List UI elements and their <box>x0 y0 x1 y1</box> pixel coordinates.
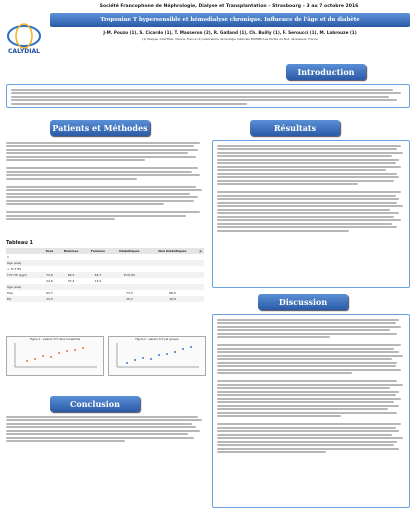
introduction-text <box>6 84 410 108</box>
figure-1 <box>6 336 104 376</box>
logo-text: CALYDIAL <box>8 48 40 55</box>
table-cell: 13,3 <box>46 297 53 301</box>
table-cell: P=0,05 <box>123 273 135 277</box>
conclusion-text <box>6 414 204 506</box>
affiliations: (1) Dialyse, CALYDIAL, Vienne, France (2) Laboratoire de biologie médicale BIOMED Les Portes du Sud, Vénissieux, France <box>142 37 318 41</box>
table-cell <box>85 296 111 302</box>
figure-2-chart <box>109 341 203 371</box>
table-cell: Âge (ans) <box>7 261 22 265</box>
table-header-cell: Diabétiques <box>119 249 140 253</box>
table-cell: 15,2 <box>126 297 133 301</box>
table-cell: > TnT HS <box>7 267 22 271</box>
calydial-logo <box>4 22 44 56</box>
section-patients-methods: Patients et Méthodes <box>50 120 150 136</box>
table-cell <box>197 296 204 302</box>
poster-title: Troponine T hypersensible et hémodialyse chronique. Influence de l'âge et du diabète <box>50 13 410 27</box>
section-discussion: Discussion <box>258 294 348 310</box>
table-cell: Moy <box>7 291 14 295</box>
discussion-text <box>212 314 410 508</box>
section-results: Résultats <box>250 120 340 136</box>
table-cell: TnT HS (pg/l) <box>7 273 27 277</box>
table-cell: 63,7 <box>94 273 102 277</box>
methods-text <box>6 140 204 246</box>
authors: J-M. Pouzo (1), S. Cicardo (1), T. Masseron (2), R. Galland (1), Ch. Builly (1), F. Seroucci (1), M. Labrouze (1) <box>103 30 357 35</box>
figure-2 <box>108 336 206 376</box>
table-cell: 16,8 <box>169 297 176 301</box>
table-cell: 84,5 <box>67 273 75 277</box>
section-introduction: Introduction <box>286 64 366 80</box>
table-header-cell: Tous <box>45 249 54 253</box>
table-header-cell: Non Diabétiques <box>158 249 187 253</box>
table-header-cell: p <box>199 249 202 253</box>
table-row <box>6 296 204 302</box>
figure-2-title: Figure 2 : valeurs TnT par groupe <box>135 338 179 341</box>
results-text <box>212 140 410 288</box>
figure-1-title: Figure 1 : valeurs TnT dans l'ensemble <box>29 338 81 341</box>
table-title: Tableau 1 <box>6 240 33 246</box>
table-cell: 13,4 <box>94 279 102 283</box>
table-cell: 37,4 <box>67 279 75 283</box>
table-cell: DS <box>7 297 12 301</box>
table-header-cell: Femmes <box>90 249 105 253</box>
results-table <box>6 248 204 302</box>
figure-1-chart <box>7 341 101 371</box>
table-cell: n <box>7 255 9 259</box>
conference-line: Société Francophone de Néphrologie, Dialyse et Transplantation – Strasbourg – 3 au 7 octobre 2016 <box>99 4 359 9</box>
table-cell: Âge (ans) <box>7 285 22 289</box>
section-conclusion: Conclusion <box>50 396 140 412</box>
table-cell <box>57 296 84 302</box>
table-header-cell: Hommes <box>63 249 79 253</box>
table-cell: 63,7 <box>46 291 53 295</box>
table-cell: 73,3 <box>126 291 133 295</box>
table-cell: 24,6 <box>46 279 53 283</box>
table-cell: 68,5 <box>169 291 176 295</box>
table-cell: 73,6 <box>46 273 53 277</box>
